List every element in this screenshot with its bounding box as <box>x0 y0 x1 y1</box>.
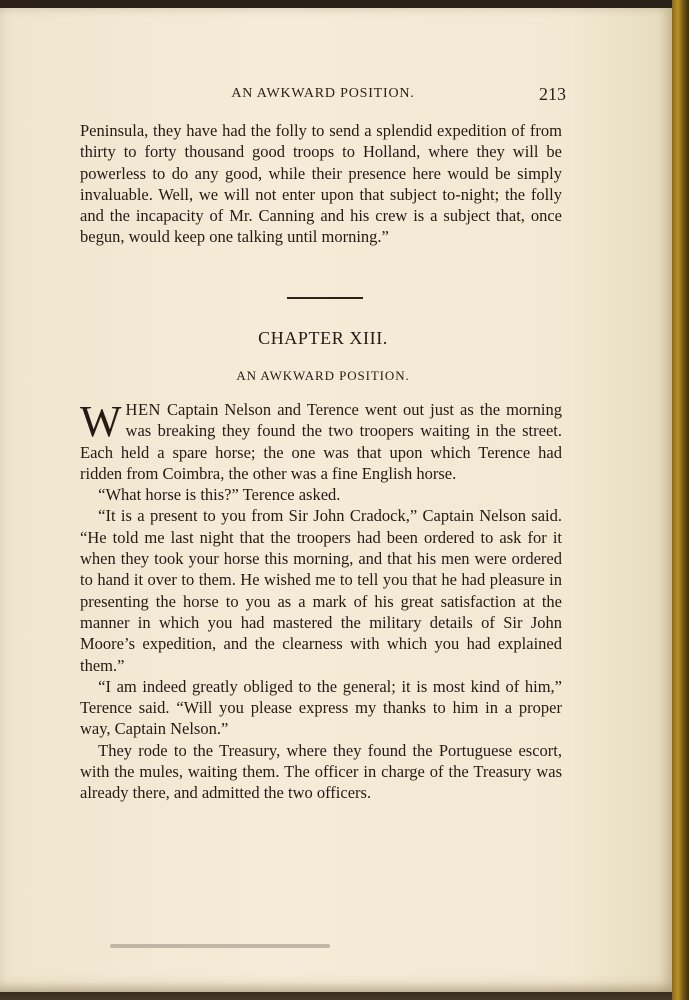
running-head <box>80 84 566 108</box>
first-word: HEN <box>125 400 161 419</box>
paragraph-1 <box>80 399 562 484</box>
paragraph-2: “What horse is this?” Terence asked. <box>98 485 341 505</box>
paragraph-4: “I am indeed greatly obliged to the general; it is most kind of him,” Terence said. “Will you please express my thanks to him in a proper way, Captain Nelson.” <box>80 676 562 739</box>
chapter-heading: CHAPTER XIII. <box>258 328 388 348</box>
chapter-title: AN AWKWARD POSITION. <box>236 368 410 383</box>
chapter-body <box>80 399 562 804</box>
paragraph-3: “It is a present to you from Sir John Cradock,” Captain Nelson said. “He told me last night that the troopers had been ordered to ask for it when they took your horse this morning, and that his men were ordered to hand it over to them. He wished me to tell you that he had pleasure in presenting the horse to you as a mark of his great satisfaction at the manner in which you had mastered the military details of Sir John Moore’s expedition, and the clearness with which you had explained them.” <box>80 506 562 675</box>
section-divider <box>287 297 363 299</box>
paragraph-5: They rode to the Treasury, where they found the Portuguese escort, with the mules, waiting them. The officer in charge of the Treasury was already there, and admitted the two officers. <box>80 740 562 803</box>
page-bottom-shadow <box>0 982 672 1000</box>
page-number: 213 <box>539 84 566 104</box>
paragraph-1-text: Captain Nelson and Terence went out just as the morning was breaking they found the two troopers waiting in the street. Each held a spare horse; the one was that upon which Terence had ridden from Coimbra, the other was a fine English horse. <box>80 400 562 483</box>
page-smudge <box>110 944 330 948</box>
continued-paragraph-text: Peninsula, they have had the folly to send a splendid expedition of from thirty to forty thousand good troops to Holland, where they will be powerless to do any good, while their presence here would be simply invaluable. Well, we will not enter upon that subject to-night; the folly and the incapacity of Mr. Canning and his crew is a subject that, once begun, would keep one talking until morning.” <box>80 121 562 247</box>
drop-cap: W <box>80 397 122 446</box>
page-edge-gilt <box>672 0 689 1000</box>
running-head-title: AN AWKWARD POSITION. <box>231 86 415 101</box>
continued-paragraph <box>80 120 562 248</box>
